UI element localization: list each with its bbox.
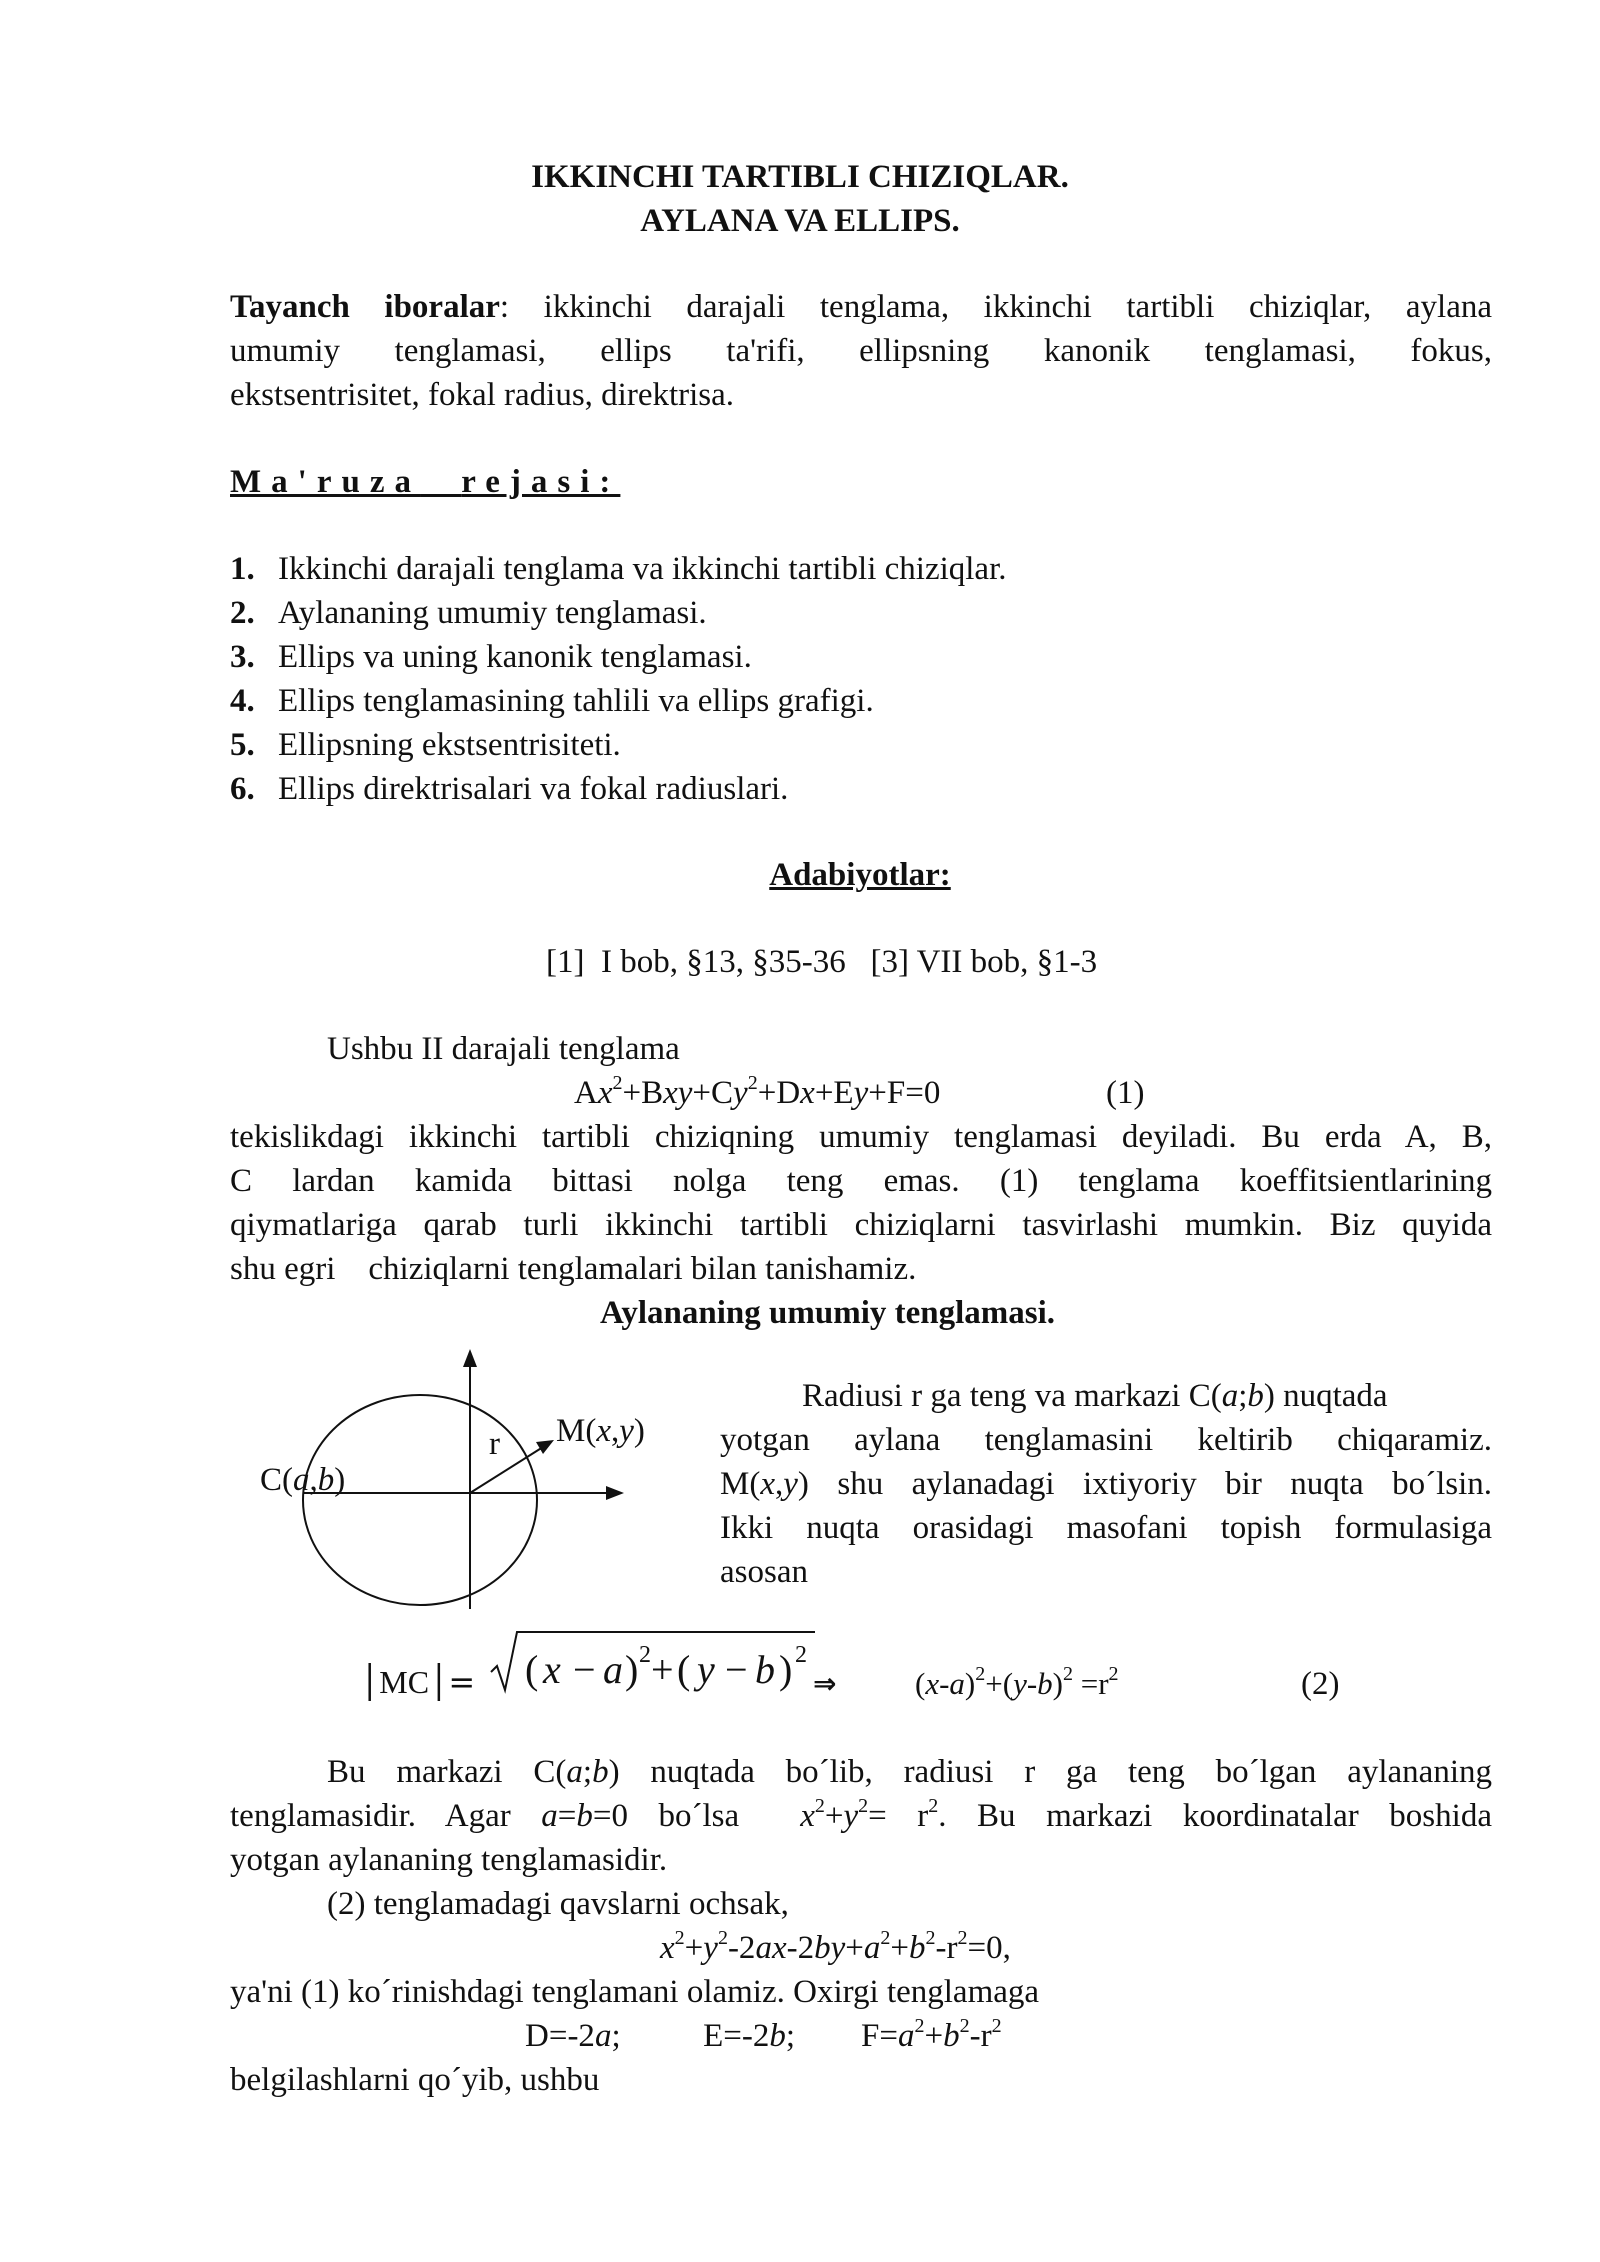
mc-distance: │MC│= bbox=[360, 1663, 476, 1701]
svg-text:): ) bbox=[625, 1647, 639, 1692]
plan-item-4: 4. Ellips tenglamasining tahlili va ellips grafigi. bbox=[230, 683, 874, 719]
expand-line: (2) tenglamadagi qavslarni ochsak, bbox=[327, 1886, 789, 1922]
equation-1-number: (1) bbox=[1106, 1075, 1145, 1111]
section-heading: Aylananing umumiy tenglamasi. bbox=[600, 1295, 1056, 1331]
circle-text-line-2: yotgan aylana tenglamasini keltirib chiqaramiz. bbox=[720, 1422, 1492, 1458]
svg-text:): ) bbox=[779, 1647, 793, 1692]
circle-text-line-4: Ikki nuqta orasidagi masofani topish formulasiga bbox=[720, 1510, 1492, 1546]
svg-text:y: y bbox=[697, 1647, 715, 1692]
figure-radius-label: r bbox=[489, 1426, 500, 1462]
equation-1: $Ax^2+Bxy+Cy^2+Dx+Ey+F=0$ bbox=[574, 1072, 941, 1111]
after-paragraph-line-2: tenglamasidir. Agar a=b=0 bo´lsa $x^2+y^2= r^2$. Bu markazi koordinatalar boshida bbox=[230, 1795, 1492, 1834]
svg-text:2: 2 bbox=[795, 1642, 807, 1668]
intro-paragraph-line-3: qiymatlariga qarab turli ikkinchi tartibli chiziqlarni tasvirlashi mumkin. Biz quyida bbox=[230, 1207, 1492, 1243]
intro-line: Ushbu II darajali tenglama bbox=[327, 1031, 680, 1067]
intro-paragraph-line-2: C lardan kamida bittasi nolga teng emas. (1) tenglama koeffitsientlarining bbox=[230, 1163, 1492, 1199]
keywords-line-2: umumiy tenglamasi, ellips ta'rifi, ellipsning kanonik tenglamasi, fokus, bbox=[230, 333, 1492, 369]
plan-item-6: 6. Ellips direktrisalari va fokal radiuslari. bbox=[230, 771, 789, 807]
svg-text:−: − bbox=[573, 1647, 596, 1692]
y-axis-arrow bbox=[463, 1349, 477, 1367]
keywords-line-1: Tayanch iboralar: ikkinchi darajali tenglama, ikkinchi tartibli chiziqlar, aylana bbox=[230, 289, 1492, 325]
svg-text:2: 2 bbox=[639, 1642, 651, 1668]
references-line: [1] I bob, §13, §35-36 [3] VII bob, §1-3 bbox=[546, 944, 1098, 980]
plan-item-5: 5. Ellipsning ekstsentrisiteti. bbox=[230, 727, 621, 763]
plan-item-1: 1. Ikkinchi darajali tenglama va ikkinchi tartibli chiziqlar. bbox=[230, 551, 1007, 587]
result-line: ya'ni (1) ko´rinishdagi tenglamani olamiz. Oxirgi tenglamaga bbox=[230, 1974, 1040, 2010]
x-axis-arrow bbox=[606, 1486, 624, 1500]
after-paragraph-line-3: yotgan aylananing tenglamasidir. bbox=[230, 1842, 668, 1878]
equation-2: $(x-a)^2+(y-b)^2 =r^2$ bbox=[915, 1663, 1119, 1701]
svg-text:a: a bbox=[603, 1647, 623, 1692]
references-heading: Adabiyotlar: bbox=[769, 857, 951, 893]
svg-text:(: ( bbox=[525, 1647, 539, 1692]
definitions-line: D=-2a; E=-2b; $F=a^2+b^2-r^2$ bbox=[525, 2015, 1002, 2054]
circle-text-line-5: asosan bbox=[720, 1554, 808, 1590]
svg-text:+: + bbox=[651, 1647, 674, 1692]
final-line: belgilashlarni qo´yib, ushbu bbox=[230, 2062, 600, 2098]
figure-point-label: M(x,y) bbox=[556, 1413, 645, 1449]
plan-heading: Ma'ruza rejasi: bbox=[230, 464, 621, 500]
equation-2-number: (2) bbox=[1301, 1666, 1340, 1702]
svg-text:x: x bbox=[543, 1647, 561, 1692]
circle-text-line-3: M(x,y) shu aylanadagi ixtiyoriy bir nuqta bo´lsin. bbox=[720, 1466, 1492, 1502]
keywords-line-3: ekstsentrisitet, fokal radius, direktrisa. bbox=[230, 377, 735, 413]
plan-item-2: 2. Aylananing umumiy tenglamasi. bbox=[230, 595, 707, 631]
sqrt-formula bbox=[485, 1628, 820, 1708]
plan-item-3: 3. Ellips va uning kanonik tenglamasi. bbox=[230, 639, 752, 675]
page-title: IKKINCHI TARTIBLI CHIZIQLAR. bbox=[531, 159, 1069, 195]
after-paragraph-line-1: Bu markazi C(a;b) nuqtada bo´lib, radiusi r ga teng bo´lgan aylananing bbox=[327, 1754, 1492, 1790]
figure-center-label: C(a,b) bbox=[260, 1462, 346, 1498]
implies-arrow: ⇒ bbox=[813, 1667, 837, 1700]
page-subtitle: AYLANA VA ELLIPS. bbox=[640, 203, 960, 239]
circle-text-line-1: Radiusi r ga teng va markazi C(a;b) nuqtada bbox=[802, 1378, 1388, 1414]
svg-text:b: b bbox=[755, 1647, 775, 1692]
radius-arrow bbox=[536, 1440, 554, 1454]
svg-text:(: ( bbox=[677, 1647, 691, 1692]
expanded-equation: $x^2+y^2-2ax-2by+a^2+b^2-r^2=0$, bbox=[660, 1927, 1011, 1966]
intro-paragraph-line-1: tekislikdagi ikkinchi tartibli chiziqning umumiy tenglamasi deyiladi. Bu erda A, B, bbox=[230, 1119, 1492, 1155]
intro-paragraph-line-4: shu egri chiziqlarni tenglamalari bilan tanishamiz. bbox=[230, 1251, 917, 1287]
svg-text:−: − bbox=[725, 1647, 748, 1692]
